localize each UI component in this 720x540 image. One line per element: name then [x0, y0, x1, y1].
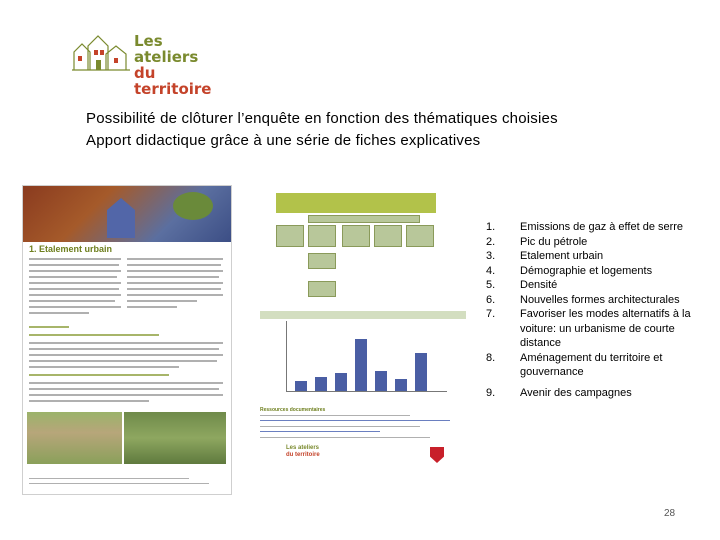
- text-line: [127, 276, 219, 278]
- diagram-box: [308, 215, 420, 223]
- list-number: 1.: [486, 221, 496, 233]
- list-text: Avenir des campagnes: [520, 386, 632, 399]
- text-line: [127, 282, 223, 284]
- list-text: Favoriser les modes alternatifs à la voiture: un urbanisme de courte distance: [520, 308, 691, 349]
- small-logo-line-1: Les ateliers: [286, 445, 320, 451]
- list-item: [486, 249, 696, 264]
- text-line: [127, 300, 197, 302]
- small-logo-text: [286, 445, 320, 459]
- text-line: [29, 306, 121, 308]
- chart-bar: [415, 353, 427, 391]
- tree-icon: [173, 192, 213, 220]
- text-line: [29, 360, 217, 362]
- text-line: [29, 258, 121, 260]
- diagram-box: [276, 225, 304, 247]
- text-line: [29, 334, 159, 336]
- text-line: [29, 348, 219, 350]
- diagram-box: [406, 225, 434, 247]
- village-sketch-icon: [70, 24, 132, 76]
- list-item: [486, 307, 696, 351]
- text-line: [29, 394, 223, 396]
- text-line: [127, 258, 223, 260]
- small-logo-line-2: du territoire: [286, 452, 320, 458]
- list-text: Pic du pétrole: [520, 235, 588, 248]
- chart-title-bar: [260, 311, 466, 319]
- text-line: [260, 415, 410, 416]
- list-text: Emissions de gaz à effet de serre: [520, 221, 684, 233]
- text-line: [29, 478, 189, 479]
- list-item: [486, 264, 696, 279]
- list-item: [486, 220, 696, 235]
- text-line: [260, 431, 380, 432]
- diagram-box: [342, 225, 370, 247]
- list-text: Densité: [520, 279, 558, 291]
- text-line: [127, 306, 177, 308]
- text-line: [29, 288, 119, 290]
- text-line: [127, 270, 223, 272]
- list-item: [486, 386, 696, 401]
- list-number: 8.: [486, 351, 496, 364]
- text-line: [29, 300, 115, 302]
- logo-text: [134, 33, 230, 97]
- text-line: [127, 294, 223, 296]
- text-line: [29, 483, 209, 484]
- list-text: Démographie et logements: [520, 264, 653, 277]
- diagram-box: [374, 225, 402, 247]
- chart-bar: [395, 379, 407, 391]
- list-text: Nouvelles formes architecturales: [520, 293, 680, 306]
- list-text: Aménagement du territoire et gouvernance: [520, 351, 663, 378]
- small-brand-logo: [286, 445, 346, 467]
- chart-bar: [335, 373, 347, 391]
- resources-heading: Ressources documentaires: [260, 407, 326, 413]
- list-number: 7.: [486, 308, 496, 320]
- list-number: 3.: [486, 250, 496, 262]
- chart-bar: [355, 339, 367, 391]
- diagram-box: [308, 281, 336, 297]
- logo-line-2: du territoire: [134, 64, 212, 98]
- list-number: 9.: [486, 386, 496, 399]
- brand-logo: [70, 24, 230, 98]
- list-number: 6.: [486, 293, 496, 306]
- text-line: [29, 282, 121, 284]
- text-line: [127, 288, 221, 290]
- list-item: [486, 293, 696, 308]
- chart-bar: [295, 381, 307, 391]
- list-number: 2.: [486, 235, 496, 248]
- text-line: [29, 270, 121, 272]
- rooster-crest-icon: [430, 447, 444, 463]
- page-number: 28: [664, 508, 676, 519]
- text-line: [29, 388, 219, 390]
- fact-sheet-page-2: [258, 185, 468, 493]
- text-line: [29, 400, 149, 402]
- house-icon: [107, 198, 135, 238]
- text-line: [29, 276, 117, 278]
- chart-bar: [375, 371, 387, 391]
- list-number: 4.: [486, 264, 496, 277]
- text-line: [29, 354, 223, 356]
- theme-list: [486, 220, 696, 400]
- bar-chart: [286, 321, 447, 392]
- diagram-box: [308, 253, 336, 269]
- list-number: 5.: [486, 279, 496, 291]
- fact-sheet-page-1: [22, 185, 232, 495]
- aerial-photo: [27, 412, 122, 464]
- text-line: [260, 426, 420, 427]
- text-line: [29, 382, 223, 384]
- text-line: [260, 437, 430, 438]
- list-item: [486, 278, 696, 293]
- text-line: [29, 326, 69, 328]
- cover-illustration: [23, 186, 231, 242]
- logo-line-1: Les ateliers: [134, 32, 199, 66]
- headline-line-2: Apport didactique grâce à une série de fiches explicatives: [86, 132, 481, 149]
- diagram-box: [308, 225, 336, 247]
- list-item: [486, 235, 696, 250]
- list-item: [486, 351, 696, 380]
- text-line: [29, 312, 89, 314]
- headline-line-1: Possibilité de clôturer l’enquête en fonction des thématiques choisies: [86, 110, 558, 127]
- diagram-header: [276, 193, 436, 213]
- text-line: [29, 366, 179, 368]
- fact-sheet-title: 1. Etalement urbain: [29, 244, 113, 254]
- aerial-photo: [124, 412, 226, 464]
- text-line: [29, 374, 169, 376]
- chart-bar: [315, 377, 327, 391]
- list-text: Etalement urbain: [520, 250, 604, 262]
- text-line: [29, 294, 121, 296]
- text-line: [127, 264, 221, 266]
- text-line: [29, 342, 223, 344]
- text-line: [29, 264, 119, 266]
- text-line: [260, 420, 450, 421]
